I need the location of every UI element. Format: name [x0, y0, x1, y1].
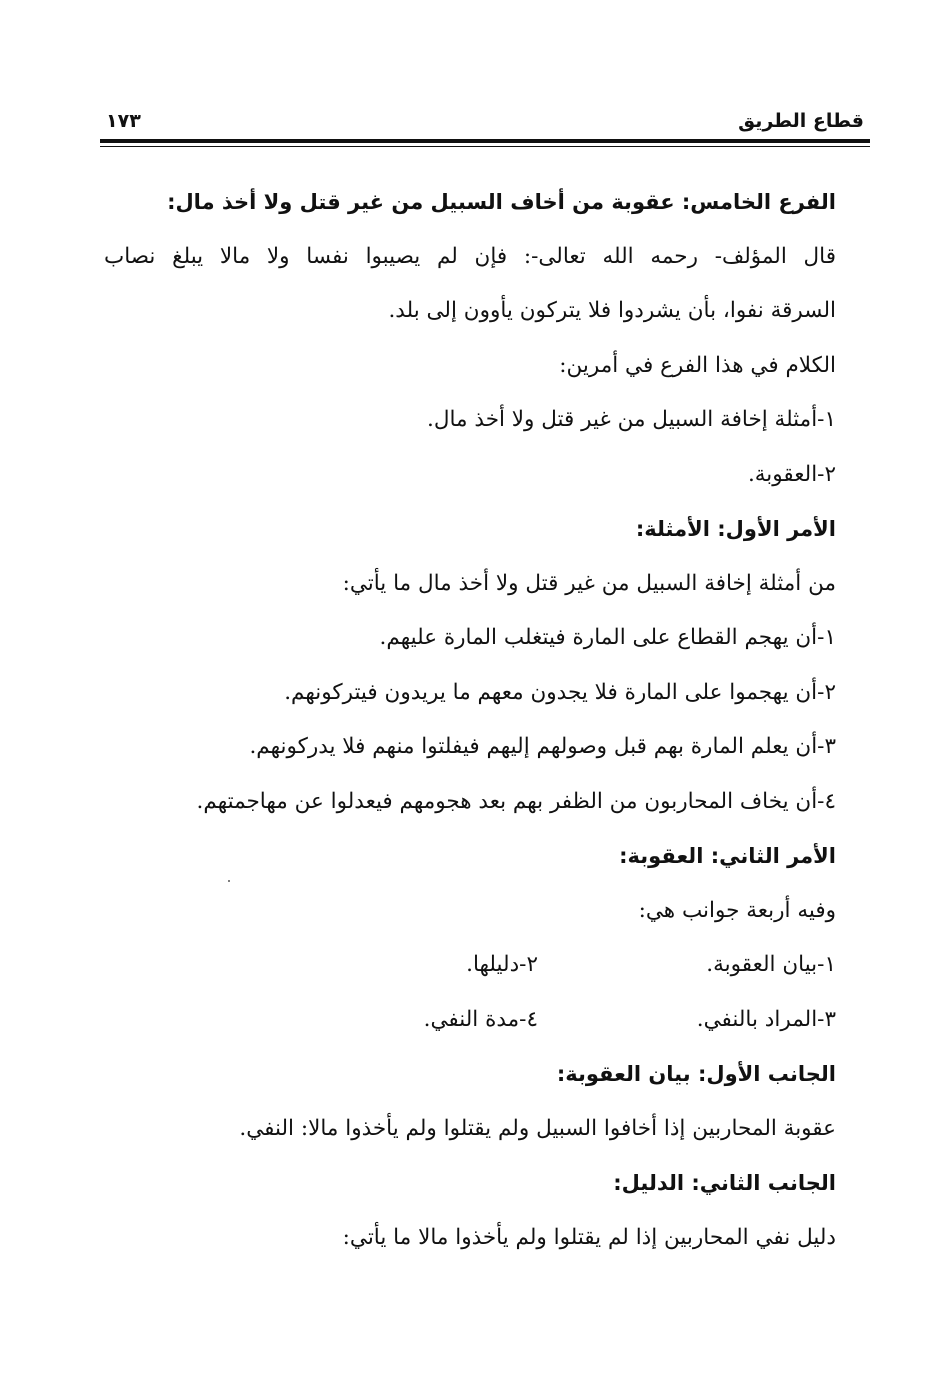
- scan-speck: [228, 880, 230, 882]
- list-item: ١-بيان العقوبة.: [706, 952, 836, 977]
- list-item: ٣-أن يعلم المارة بهم قبل وصولهم إليهم فيفلتوا منهم فلا يدركونهم.: [249, 734, 836, 759]
- subheading-first-aspect: الجانب الأول: بيان العقوبة:: [556, 1062, 836, 1086]
- page-header: [100, 104, 868, 140]
- paragraph-examples-intro: من أمثلة إخافة السبيل من غير قتل ولا أخذ مال ما يأتي:: [342, 570, 836, 596]
- running-title: قطاع الطريق: [738, 110, 864, 132]
- subheading-punishment: الأمر الثاني: العقوبة:: [619, 844, 836, 868]
- list-item: ١-أن يهجم القطاع على المارة فيتغلب المارة عليهم.: [379, 625, 836, 650]
- list-item: ٤-أن يخاف المحاربون من الظفر بهم بعد هجومهم فيعدلوا عن مهاجمتهم.: [196, 788, 836, 814]
- subheading-examples: الأمر الأول: الأمثلة:: [635, 517, 836, 541]
- aspects-row-2: [104, 993, 836, 1048]
- paragraph-evidence-intro: دليل نفي المحاربين إذا لم يقتلوا ولم يأخذوا مالا ما يأتي:: [342, 1224, 836, 1250]
- aspects-row-1: [104, 938, 836, 993]
- header-rule-thin: [100, 146, 870, 147]
- list-item: ٢-دليلها.: [466, 952, 538, 977]
- author-quote-line-1: قال المؤلف- رحمه الله تعالى-: فإن لم يصيبوا نفسا ولا مالا يبلغ نصاب: [104, 243, 836, 269]
- section-heading-fifth-branch: الفرع الخامس: عقوبة من أخاف السبيل من غير قتل ولا أخذ مال:: [167, 190, 836, 214]
- header-rule-thick: [100, 139, 870, 143]
- paragraph-punishment-statement: عقوبة المحاربين إذا أخافوا السبيل ولم يقتلوا ولم يأخذوا مالا: النفي.: [239, 1115, 836, 1141]
- paragraph-intro: الكلام في هذا الفرع في أمرين:: [559, 352, 836, 378]
- list-item: ١-أمثلة إخافة السبيل من غير قتل ولا أخذ مال.: [427, 407, 836, 432]
- author-quote-line-2: السرقة نفوا، بأن يشردوا فلا يتركون يأوون إلى بلد.: [388, 298, 836, 323]
- list-item: ٢-العقوبة.: [747, 461, 836, 487]
- subheading-second-aspect: الجانب الثاني: الدليل:: [613, 1171, 836, 1195]
- paragraph-aspects-intro: وفيه أربعة جوانب هي:: [638, 897, 836, 923]
- list-item: ٢-أن يهجموا على المارة فلا يجدون معهم ما يريدون فيتركونهم.: [284, 679, 836, 705]
- list-item: ٣-المراد بالنفي.: [696, 1006, 836, 1032]
- list-item: ٤-مدة النفي.: [423, 1006, 538, 1032]
- page-body: [104, 175, 836, 1265]
- page-number: ١٧٣: [106, 110, 141, 132]
